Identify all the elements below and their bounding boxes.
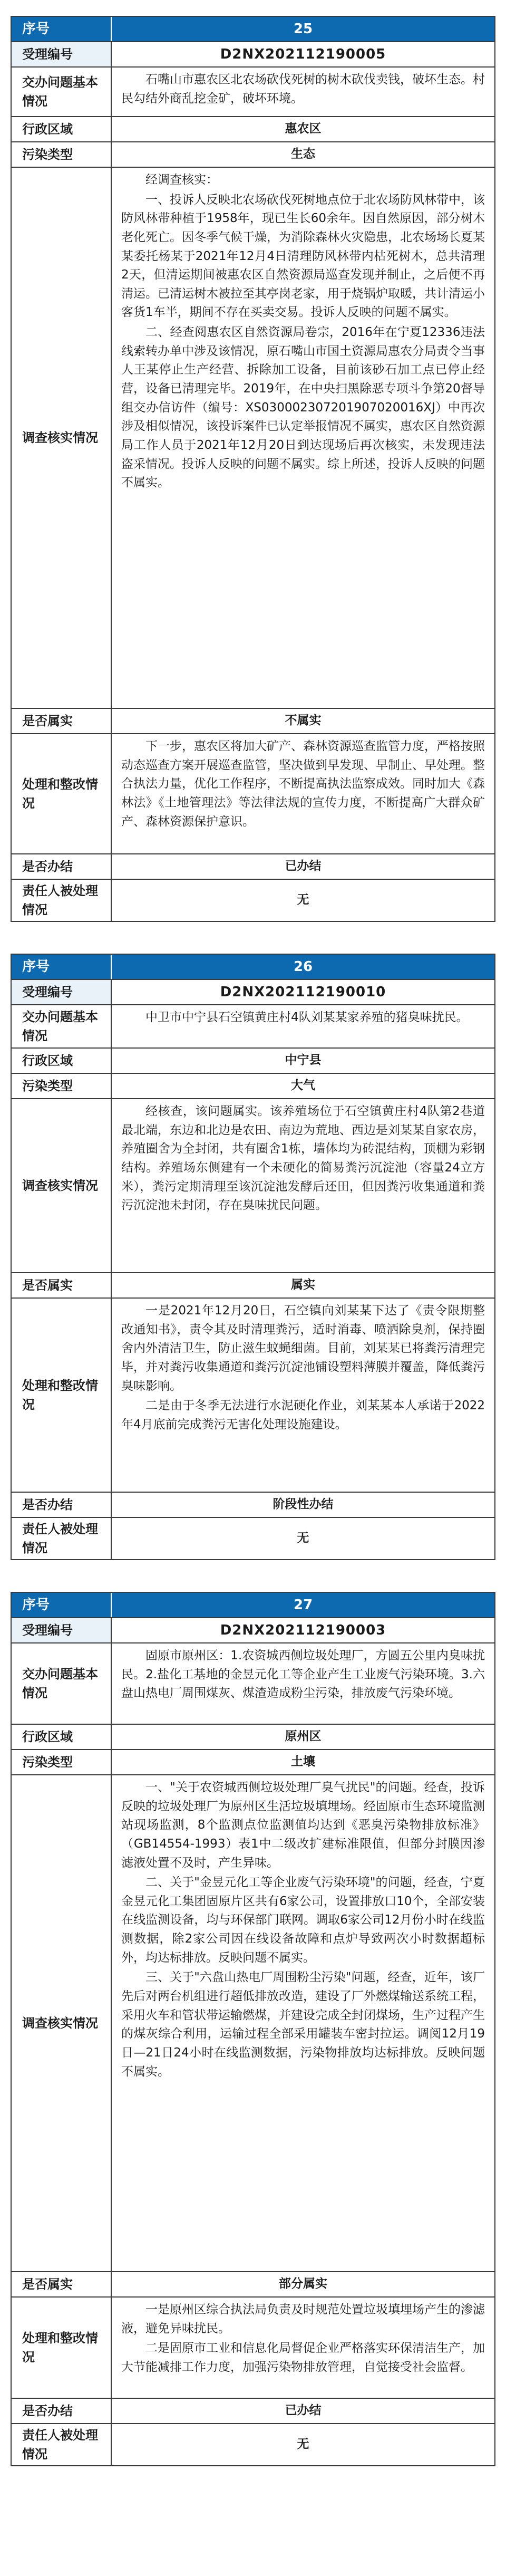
record-header bbox=[12, 1593, 494, 1617]
pollution-label: 污染类型 bbox=[12, 1750, 112, 1774]
problem-label: 交办问题基本情况 bbox=[12, 68, 112, 116]
paragraph: 一是原州区综合执法局负责及时规范处置垃圾填埋场产生的渗滤液，避免异味扰民。 bbox=[121, 2303, 485, 2335]
problem-label: 交办问题基本情况 bbox=[12, 1643, 112, 1724]
code-row bbox=[12, 1617, 494, 1642]
handling-text bbox=[112, 734, 494, 853]
problem-text: 固原市原州区：1.农资城西侧垃圾处理厂，方圆五公里内臭味扰民。2.盐化工基地的金昱元化工等企业产生工业废气污染环境。3.六盘山热电厂周围煤灰、煤渣造成粉尘污染，排放废气污染环境。 bbox=[121, 1649, 485, 1700]
verified-label: 是否属实 bbox=[12, 709, 112, 733]
region-value: 原州区 bbox=[285, 1729, 322, 1744]
region-label: 行政区域 bbox=[12, 1049, 112, 1073]
investigation-label: 调查核实情况 bbox=[12, 1775, 112, 2271]
case-code: D2NX202112190005 bbox=[220, 46, 386, 62]
pollution-label: 污染类型 bbox=[12, 1074, 112, 1098]
handling-row bbox=[12, 2296, 494, 2398]
region-label: 行政区域 bbox=[12, 117, 112, 141]
investigation-row bbox=[12, 167, 494, 708]
investigation-label: 调查核实情况 bbox=[12, 1099, 112, 1272]
responsible-row bbox=[12, 2423, 494, 2465]
record-header bbox=[12, 17, 494, 41]
closed-row bbox=[12, 1492, 494, 1517]
verified-row bbox=[12, 1272, 494, 1297]
investigation-text bbox=[112, 168, 494, 708]
pollution-value: 生态 bbox=[291, 147, 315, 161]
paragraph: 二是固原市工业和信息化局督促企业严格落实环保清洁生产，加大节能减排工作力度，加强污染物排放管理，自觉接受社会监督。 bbox=[121, 2341, 485, 2374]
problem-text: 石嘴山市惠农区北农场砍伐死树的树木砍伐卖钱，破坏生态。村民勾结外商乱挖金矿，破坏环境。 bbox=[121, 73, 485, 105]
responsible-label: 责任人被处理情况 bbox=[12, 2424, 112, 2465]
code-row bbox=[12, 979, 494, 1004]
responsible-value: 无 bbox=[297, 2437, 309, 2452]
closed-label: 是否办结 bbox=[12, 2399, 112, 2423]
region-row bbox=[12, 1047, 494, 1073]
problem-row bbox=[12, 1642, 494, 1724]
code-label: 受理编号 bbox=[12, 980, 112, 1004]
investigation-text bbox=[112, 1775, 494, 2271]
handling-label: 处理和整改情况 bbox=[12, 1299, 112, 1492]
responsible-row bbox=[12, 879, 494, 921]
pollution-row bbox=[12, 1749, 494, 1774]
case-code: D2NX202112190003 bbox=[220, 1622, 386, 1638]
seq-label: 序号 bbox=[12, 955, 112, 979]
pollution-label: 污染类型 bbox=[12, 142, 112, 167]
case-record bbox=[11, 1592, 495, 2466]
closed-value: 已办结 bbox=[285, 859, 322, 873]
paragraph: 一、"关于农资城西侧垃圾处理厂臭气扰民"的问题。经查，投诉反映的垃圾处理厂为原州区生活垃圾填埋场。经固原市生态环境监测站现场监测，8个监测点位监测值均达到《恶臭污染物排放标准》（GB14554-1993）表1中二级改扩建标准限值，但部分封膜因渗滤液处置不及时，产生异味。 bbox=[121, 1781, 485, 1870]
pollution-value: 土壤 bbox=[291, 1755, 315, 1769]
problem-row bbox=[12, 1004, 494, 1047]
pollution-row bbox=[12, 1073, 494, 1098]
responsible-row bbox=[12, 1517, 494, 1559]
paragraph: 三、关于"六盘山热电厂周围粉尘污染"问题，经查，近年，该厂先后对两台机组进行超低排放改造，建设了厂外燃煤输送系统工程，采用火车和管状带运输燃煤，并建设完成全封闭煤场，生产过程产生的煤灰综合利用，运输过程全部采用罐装车密封拉运。调阅12月19日—21日24小时在线监测数据，污染物排放均达标排放。反映问题不属实。 bbox=[121, 1971, 485, 2079]
responsible-label: 责任人被处理情况 bbox=[12, 880, 112, 921]
responsible-value: 无 bbox=[297, 1531, 309, 1545]
paragraph: 下一步，惠农区将加大矿产、森林资源巡查监管力度，严格按照动态巡查方案开展巡查监管，坚决做到早发现、早制止、早处理。整合执法力量，优化工作程序，不断提高执法监察成效。同时加大《森林法》《土地管理法》等法律法规的宣传力度，不断提高广大群众矿产、森林资源保护意识。 bbox=[121, 739, 485, 829]
verified-row bbox=[12, 708, 494, 733]
handling-text bbox=[112, 1299, 494, 1492]
responsible-label: 责任人被处理情况 bbox=[12, 1518, 112, 1559]
verified-label: 是否属实 bbox=[12, 2272, 112, 2296]
problem-label: 交办问题基本情况 bbox=[12, 1005, 112, 1047]
paragraph: 一是2021年12月20日，石空镇向刘某某下达了《责令限期整改通知书》，责令其及时清理粪污，适时消毒、喷洒除臭剂，保持圈舍内外清洁卫生，防止滋生蚊蝇细菌。目前，刘某某已将粪污清理完毕，并对粪污收集通道和粪污沉淀池铺设塑料薄膜并覆盖，降低粪污臭味影响。 bbox=[121, 1304, 485, 1393]
verified-row bbox=[12, 2271, 494, 2296]
handling-label: 处理和整改情况 bbox=[12, 734, 112, 853]
record-header bbox=[12, 955, 494, 979]
investigation-row bbox=[12, 1098, 494, 1272]
handling-row bbox=[12, 733, 494, 853]
paragraph: 经调查核实： bbox=[145, 173, 218, 187]
seq-number: 25 bbox=[293, 21, 313, 37]
handling-row bbox=[12, 1297, 494, 1492]
case-code: D2NX202112190010 bbox=[220, 984, 386, 1000]
handling-text bbox=[112, 2298, 494, 2398]
code-label: 受理编号 bbox=[12, 42, 112, 66]
verified-value: 不属实 bbox=[285, 714, 322, 728]
problem-text: 中卫市中宁县石空镇黄庄村4队刘某某家养殖的猪臭味扰民。 bbox=[145, 1011, 469, 1024]
closed-label: 是否办结 bbox=[12, 1493, 112, 1517]
responsible-value: 无 bbox=[297, 893, 309, 907]
seq-label: 序号 bbox=[12, 17, 112, 41]
pollution-value: 大气 bbox=[291, 1079, 315, 1093]
region-value: 惠农区 bbox=[285, 122, 322, 136]
case-record bbox=[11, 954, 495, 1560]
region-row bbox=[12, 1724, 494, 1749]
code-label: 受理编号 bbox=[12, 1618, 112, 1642]
seq-number: 26 bbox=[293, 959, 313, 975]
problem-row bbox=[12, 66, 494, 116]
paragraph: 二、关于"金昱元化工等企业废气污染环境"的问题，经查，宁夏金昱元化工集团固原片区共有6家公司，设置排放口10个，全部安装在线监测设备，均与环保部门联网。调取6家公司12月份小时在线监测数据，除2家公司因在线设备故障和点炉导致两次小时数据超标外，均达标排放。反映问题不属实。 bbox=[121, 1876, 485, 1965]
closed-value: 阶段性办结 bbox=[273, 1497, 334, 1512]
region-row bbox=[12, 116, 494, 141]
verified-value: 部分属实 bbox=[279, 2277, 327, 2291]
investigation-label: 调查核实情况 bbox=[12, 168, 112, 708]
closed-row bbox=[12, 853, 494, 879]
verified-label: 是否属实 bbox=[12, 1273, 112, 1297]
region-value: 中宁县 bbox=[285, 1053, 322, 1068]
closed-value: 已办结 bbox=[285, 2404, 322, 2418]
code-row bbox=[12, 41, 494, 66]
investigation-text bbox=[112, 1099, 494, 1272]
investigation-row bbox=[12, 1774, 494, 2271]
handling-label: 处理和整改情况 bbox=[12, 2298, 112, 2398]
case-record bbox=[11, 16, 495, 922]
closed-label: 是否办结 bbox=[12, 854, 112, 879]
paragraph: 经核查，该问题属实。该养殖场位于石空镇黄庄村4队第2巷道最北端，东边和北边是农田、南边为荒地、西边是刘某某自家农房，养殖圈舍为全封闭，共有圈舍1栋，墙体均为砖混结构，顶棚为彩钢结构。养殖场东侧建有一个未硬化的简易粪污沉淀池（容量24立方米），粪污定期清理至该沉淀池发酵后还田，但因粪污收集通道和粪污沉淀池未封闭，存在臭味扰民问题。 bbox=[121, 1104, 485, 1213]
paragraph: 一、投诉人反映北农场砍伐死树地点位于北农场防风林带中，该防风林带种植于1958年，现已生长60余年。因自然原因，部分树木老化死亡。因冬季气候干燥，为消除森林火灾隐患，北农场场长夏某某委托杨某于2021年12月4日清理防风林带内枯死树木，总共清理2天，但清运期间被惠农区自然资源局巡查发现并制止，之后便不再清运。已清运树木被拉至其亭岗老家，用于烧锅炉取暖，共计清运小客货1车半，期间不存在买卖交易。投诉人反映的问题不属实。 bbox=[121, 193, 485, 320]
seq-label: 序号 bbox=[12, 1593, 112, 1617]
region-label: 行政区域 bbox=[12, 1725, 112, 1749]
closed-row bbox=[12, 2398, 494, 2423]
pollution-row bbox=[12, 141, 494, 167]
verified-value: 属实 bbox=[291, 1278, 315, 1292]
paragraph: 二是由于冬季无法进行水泥硬化作业，刘某某本人承诺于2022年4月底前完成粪污无害化处理设施建设。 bbox=[121, 1399, 485, 1431]
seq-number: 27 bbox=[293, 1597, 313, 1613]
paragraph: 二、经查阅惠农区自然资源局卷宗，2016年在宁夏12336违法线索转办单中涉及该情况，原石嘴山市国土资源局惠农分局责令当事人王某停止生产经营、拆除加工设备，目前该砂石加工点已停止经营，设备已清理完毕。2019年，在中央扫黑除恶专项斗争第20督导组交办信访件（编号：XS030002307201907020016XJ）中再次涉及相似情况，该投诉案件已认定举报情况不属实，惠农区自然资源局工作人员于2021年12月20日到达现场后再次核实，未发现违法盗采情况。投诉人反映的问题不属实。综上所述，投诉人反映的问题不属实。 bbox=[121, 325, 485, 490]
